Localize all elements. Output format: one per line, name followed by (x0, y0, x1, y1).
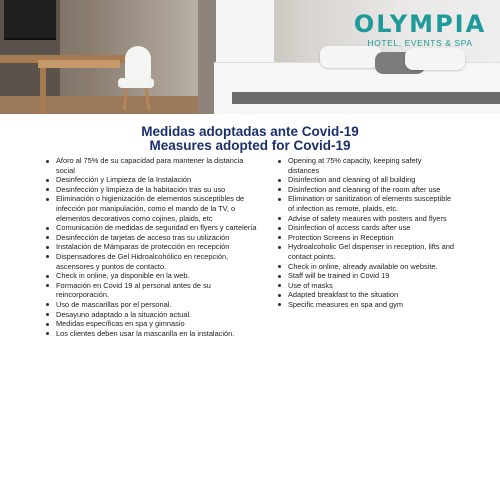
list-item: Elimination or sanitization of elements susceptible of infection as remote, plaids, etc. (276, 194, 454, 213)
english-measures-list (276, 156, 454, 310)
photo-window (216, 0, 274, 70)
list-item: Disinfection and cleaning of all building (276, 175, 454, 185)
photo-pillow (320, 46, 382, 68)
photo-pillow (405, 48, 465, 70)
list-item: Staff will be trained in Covid 19 (276, 271, 454, 281)
photo-tv (4, 0, 56, 40)
title-english: Measures adopted for Covid-19 (149, 138, 351, 153)
list-item: Check in online, already available on website. (276, 262, 454, 272)
list-item: Specific measures en spa and gym (276, 300, 454, 310)
list-item: Use of masks (276, 281, 454, 291)
list-item: Desinfección y Limpieza de la Instalación (44, 175, 262, 185)
olympia-logo (350, 10, 490, 48)
list-item: Dispensadores de Gel Hidroalcohólico en recepción, ascensores y puntos de contacto. (44, 252, 262, 271)
list-item: Check in online, ya disponible en la web. (44, 271, 262, 281)
hotel-room-photo (0, 0, 500, 114)
list-item: Desinfección y limpieza de la habitación tras su uso (44, 185, 262, 195)
list-item: Opening at 75% capacity, keeping safety distances (276, 156, 454, 175)
list-item: Los clientes deben usar la mascarilla en la instalación. (44, 329, 262, 339)
list-item: Desayuno adaptado a la situación actual. (44, 310, 262, 320)
list-item: Desinfección de tarjetas de acceso tras su utilización (44, 233, 262, 243)
logo-name: OLYMPIA (353, 10, 487, 38)
logo-tagline: HOTEL, EVENTS & SPA (367, 38, 473, 48)
photo-chair-back (125, 46, 151, 80)
list-item: Adapted breakfast to the situation (276, 290, 454, 300)
spanish-measures-list (44, 156, 262, 338)
list-item: Uso de mascarillas por el personal. (44, 300, 262, 310)
title-spanish: Medidas adoptadas ante Covid-19 (141, 124, 359, 139)
list-item: Instalación de Mámparas de protección en recepción (44, 242, 262, 252)
photo-chair-seat (118, 78, 154, 88)
list-item: Protection Screens in Reception (276, 233, 454, 243)
list-item: Advise of safety meaures with posters and flyers (276, 214, 454, 224)
photo-desk-leg (40, 68, 46, 114)
list-item: Aforo al 75% de su capacidad para mantener la distancia social (44, 156, 262, 175)
list-item: Eliminación o higienización de elementos susceptibles de infección por manipulación, como el mando de la TV, o elementos decorativos como cojines, plaids, etc (44, 194, 262, 223)
photo-desk (38, 60, 120, 68)
list-item: Hydroalcoholic Gel dispenser in reception, lifts and contact points. (276, 242, 454, 261)
list-item: Medidas específicas en spa y gimnasio (44, 319, 262, 329)
list-item: Formación en Covid 19 al personal antes de su reincorporación. (44, 281, 262, 300)
photo-bed-runner (232, 92, 500, 104)
list-item: Disinfection of access cards after use (276, 223, 454, 233)
photo-floor (0, 96, 230, 114)
list-item: Disinfection and cleaning of the room after use (276, 185, 454, 195)
list-item: Comunicación de medidas de seguridad en flyers y cartelería (44, 223, 262, 233)
